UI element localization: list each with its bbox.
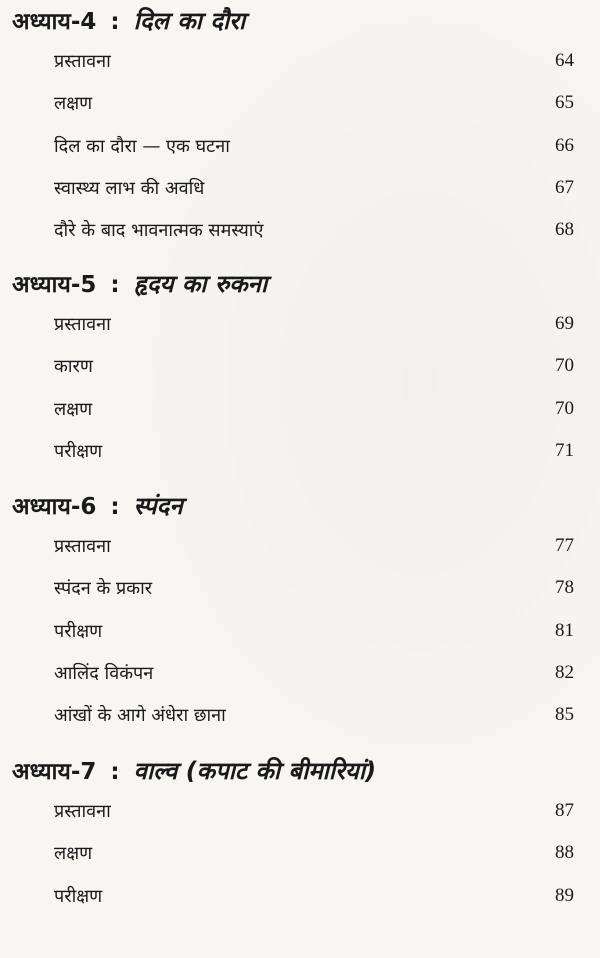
entry-page-number: 65 xyxy=(555,92,574,114)
toc-entry[interactable] xyxy=(12,345,588,387)
toc-entry[interactable] xyxy=(12,610,588,652)
toc-entry[interactable] xyxy=(12,209,588,251)
chapter-title: वाल्व (कपाट की बीमारियां) xyxy=(133,757,377,785)
toc-entry[interactable] xyxy=(12,652,588,694)
entry-page-number: 89 xyxy=(555,884,574,906)
entry-page-number: 66 xyxy=(555,134,574,156)
toc-entry[interactable] xyxy=(12,125,588,167)
entry-title: परीक्षण xyxy=(54,620,103,642)
entry-title: स्पंदन के प्रकार xyxy=(54,578,153,600)
entry-page-number: 67 xyxy=(555,177,574,199)
chapter-number: अध्याय-7 xyxy=(12,759,97,785)
entry-title: परीक्षण xyxy=(54,885,103,907)
entry-title: स्वास्थ्य लाभ की अवधि xyxy=(54,178,205,200)
chapter-separator: : xyxy=(110,272,120,298)
toc-entry[interactable] xyxy=(12,167,588,209)
chapter-title: दिल का दौरा xyxy=(133,7,246,35)
chapter-title: स्पंदन xyxy=(133,492,183,520)
entry-title: लक्षण xyxy=(54,93,93,115)
entry-title: दौरे के बाद भावनात्मक समस्याएं xyxy=(54,220,264,242)
toc-entry[interactable] xyxy=(12,694,588,736)
chapter-number: अध्याय-4 xyxy=(12,9,97,35)
entry-page-number: 81 xyxy=(555,619,574,641)
entry-page-number: 87 xyxy=(555,800,574,822)
entry-page-number: 64 xyxy=(555,50,574,72)
chapter-heading xyxy=(12,2,588,40)
chapter-separator: : xyxy=(110,9,120,35)
entry-page-number: 70 xyxy=(555,355,574,377)
entry-title: प्रस्तावना xyxy=(54,801,111,823)
chapter-entries xyxy=(12,40,588,251)
entry-page-number: 78 xyxy=(555,577,574,599)
entry-title: परीक्षण xyxy=(54,441,103,463)
entry-page-number: 82 xyxy=(555,662,574,684)
entry-title: प्रस्तावना xyxy=(54,536,111,558)
chapter-entries xyxy=(12,790,588,917)
toc-entry[interactable] xyxy=(12,430,588,472)
entry-page-number: 71 xyxy=(555,440,574,462)
entry-page-number: 70 xyxy=(555,397,574,419)
chapter-number: अध्याय-5 xyxy=(12,272,97,298)
chapter-number: अध्याय-6 xyxy=(12,494,97,520)
chapter-heading xyxy=(12,487,588,525)
entry-title: प्रस्तावना xyxy=(54,51,111,73)
chapter-entries xyxy=(12,303,588,472)
entry-title: आलिंद विकंपन xyxy=(54,663,154,685)
chapter-title: हृदय का रुकना xyxy=(133,270,268,298)
entry-title: कारण xyxy=(54,356,93,378)
chapter-6 xyxy=(12,487,588,736)
chapter-separator: : xyxy=(110,494,120,520)
entry-page-number: 69 xyxy=(555,313,574,335)
chapter-heading xyxy=(12,265,588,303)
toc-entry[interactable] xyxy=(12,875,588,917)
entry-page-number: 68 xyxy=(555,219,574,241)
entry-title: आंखों के आगे अंधेरा छाना xyxy=(54,705,226,727)
toc-entry[interactable] xyxy=(12,525,588,567)
entry-page-number: 85 xyxy=(555,704,574,726)
toc-entry[interactable] xyxy=(12,40,588,82)
toc-entry[interactable] xyxy=(12,832,588,874)
toc-entry[interactable] xyxy=(12,303,588,345)
chapter-heading xyxy=(12,752,588,790)
entry-title: प्रस्तावना xyxy=(54,314,111,336)
entry-title: लक्षण xyxy=(54,398,93,420)
chapter-5 xyxy=(12,265,588,472)
chapter-4 xyxy=(12,2,588,251)
entry-title: लक्षण xyxy=(54,843,93,865)
toc-entry[interactable] xyxy=(12,567,588,609)
toc-entry[interactable] xyxy=(12,790,588,832)
toc-entry[interactable] xyxy=(12,388,588,430)
toc-entry[interactable] xyxy=(12,82,588,124)
chapter-7 xyxy=(12,752,588,917)
entry-page-number: 77 xyxy=(555,535,574,557)
entry-page-number: 88 xyxy=(555,842,574,864)
chapter-separator: : xyxy=(110,759,120,785)
chapter-entries xyxy=(12,525,588,736)
entry-title: दिल का दौरा — एक घटना xyxy=(54,135,230,157)
